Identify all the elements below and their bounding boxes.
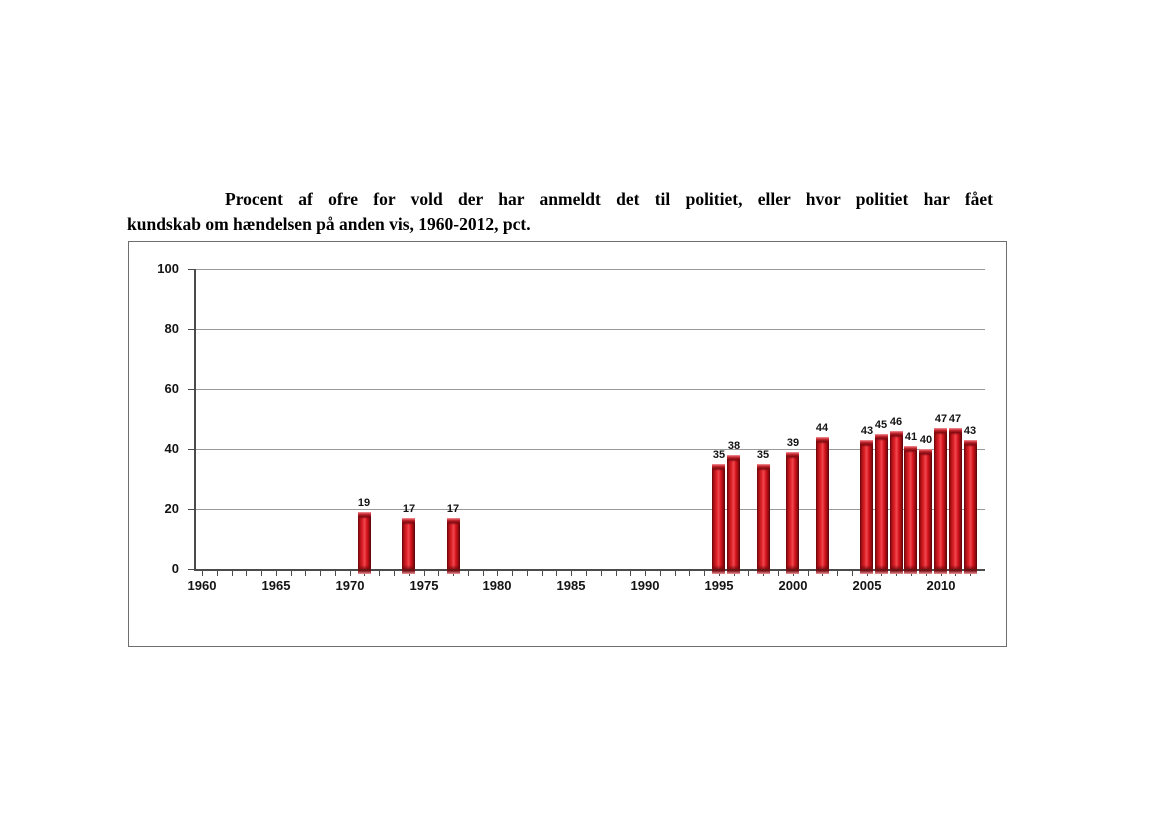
bar-2005: [860, 440, 873, 569]
y-axis-tick-label: 0: [171, 561, 179, 576]
x-tick-1972: [379, 571, 380, 576]
x-tick-1992: [675, 571, 676, 576]
x-tick-1964: [261, 571, 262, 576]
x-tick-1976: [438, 571, 439, 576]
bar-1996: [727, 455, 740, 569]
x-tick-1966: [291, 571, 292, 576]
bar-2010: [934, 428, 947, 569]
chart-title: [127, 187, 993, 237]
bar-value-label: 38: [727, 440, 741, 452]
bar-value-label: 35: [712, 449, 726, 461]
bar-2000: [786, 452, 799, 569]
x-tick-1980: [497, 571, 498, 576]
x-axis-tick-label: 1960: [187, 578, 217, 593]
x-tick-2001: [808, 571, 809, 576]
x-tick-2004: [852, 571, 853, 576]
bar-value-label: 39: [786, 437, 800, 449]
bar-1971: [358, 512, 371, 569]
x-axis-tick-label: 2005: [852, 578, 882, 593]
x-axis-tick-label: 1980: [482, 578, 512, 593]
bar-2011: [949, 428, 962, 569]
bar-value-label: 44: [815, 422, 829, 434]
bar-value-label: 41: [904, 431, 918, 443]
gridline-y-100: [194, 269, 985, 270]
y-axis-tick-label: 100: [157, 261, 179, 276]
x-tick-1989: [630, 571, 631, 576]
bar-2012: [964, 440, 977, 569]
x-axis-tick-label: 1995: [704, 578, 734, 593]
bar-2009: [919, 449, 932, 569]
x-tick-1985: [571, 571, 572, 576]
x-axis-tick-label: 1975: [409, 578, 439, 593]
chart-frame: [128, 241, 1007, 647]
bar-chart-plot: [129, 242, 1006, 646]
bar-1998: [757, 464, 770, 569]
bar-1974: [402, 518, 415, 569]
x-tick-1962: [232, 571, 233, 576]
gridline-y-80: [194, 329, 985, 330]
x-tick-1967: [305, 571, 306, 576]
y-axis-tick-label: 20: [164, 501, 179, 516]
x-tick-1982: [527, 571, 528, 576]
bar-2008: [904, 446, 917, 569]
y-axis: [194, 269, 196, 571]
gridline-y-60: [194, 389, 985, 390]
bar-value-label: 43: [860, 425, 874, 437]
bar-2007: [890, 431, 903, 569]
bar-2002: [816, 437, 829, 569]
x-tick-1961: [217, 571, 218, 576]
x-tick-1963: [246, 571, 247, 576]
y-axis-tick-label: 40: [164, 441, 179, 456]
x-axis-tick-label: 1970: [335, 578, 365, 593]
x-tick-1960: [202, 571, 203, 576]
x-axis-tick-label: 2000: [778, 578, 808, 593]
x-tick-2003: [837, 571, 838, 576]
bar-value-label: 40: [919, 434, 933, 446]
chart-title-line2: kundskab om hændelsen på anden vis, 1960-2012, pct.: [127, 214, 531, 234]
x-tick-1986: [586, 571, 587, 576]
x-tick-1973: [394, 571, 395, 576]
x-tick-1993: [689, 571, 690, 576]
x-tick-1968: [320, 571, 321, 576]
x-tick-1984: [556, 571, 557, 576]
x-tick-1987: [601, 571, 602, 576]
x-tick-1991: [660, 571, 661, 576]
y-axis-tick-label: 80: [164, 321, 179, 336]
bar-value-label: 43: [963, 425, 977, 437]
x-axis-tick-label: 1985: [556, 578, 586, 593]
x-tick-1978: [468, 571, 469, 576]
x-tick-1994: [704, 571, 705, 576]
bar-2006: [875, 434, 888, 569]
bar-value-label: 35: [756, 449, 770, 461]
x-tick-1981: [512, 571, 513, 576]
x-tick-1983: [542, 571, 543, 576]
bar-value-label: 17: [446, 503, 460, 515]
bar-value-label: 17: [402, 503, 416, 515]
bar-value-label: 46: [889, 416, 903, 428]
bar-value-label: 47: [948, 413, 962, 425]
bar-1977: [447, 518, 460, 569]
x-tick-1997: [748, 571, 749, 576]
bar-value-label: 45: [874, 419, 888, 431]
x-axis-tick-label: 1965: [261, 578, 291, 593]
x-tick-1975: [424, 571, 425, 576]
x-tick-1965: [276, 571, 277, 576]
y-axis-tick-label: 60: [164, 381, 179, 396]
x-tick-1970: [350, 571, 351, 576]
bar-value-label: 47: [934, 413, 948, 425]
x-tick-1979: [483, 571, 484, 576]
x-axis-tick-label: 2010: [926, 578, 956, 593]
x-tick-1969: [335, 571, 336, 576]
x-tick-1990: [645, 571, 646, 576]
bar-1995: [712, 464, 725, 569]
x-tick-1999: [778, 571, 779, 576]
chart-title-line1: Procent af ofre for vold der har anmeldt det til politiet, eller hvor politiet har fået: [225, 189, 993, 209]
bar-value-label: 19: [357, 497, 371, 509]
x-tick-1988: [616, 571, 617, 576]
x-axis-tick-label: 1990: [630, 578, 660, 593]
